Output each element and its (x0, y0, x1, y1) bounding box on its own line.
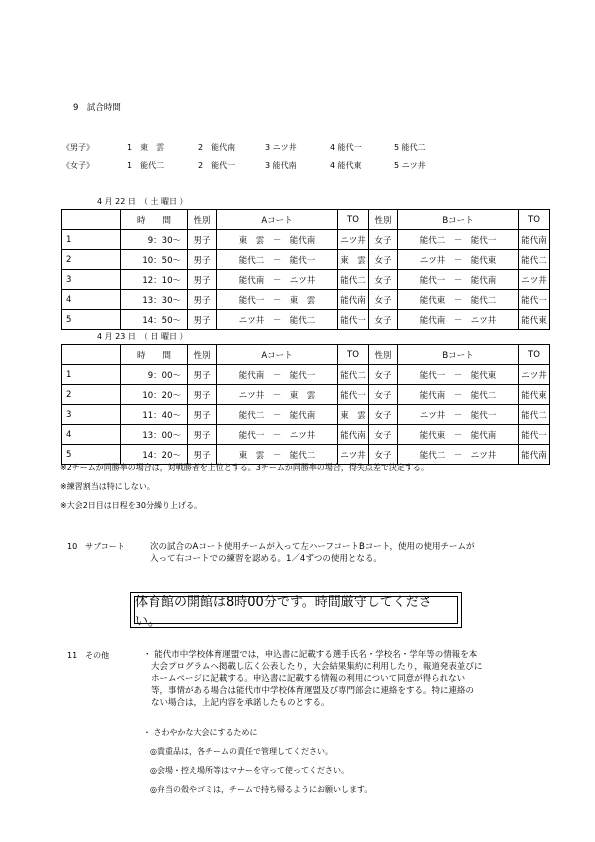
cell-match-no: 1 (62, 230, 121, 250)
cell-boys-gender: 男子 (188, 365, 217, 385)
item-trash: ◎弁当の殻やゴミは，チームで持ち帰るようにお願いします。 (150, 785, 373, 794)
header-match-no (62, 345, 121, 365)
cell-court-b-match: 能代二 － ニツ井 (398, 445, 519, 465)
header-boys-gender: 性別 (188, 210, 217, 230)
section10-line-2: 入って右コートでの練習を認める。1／4ずつの使用となる。 (150, 554, 382, 564)
cell-court-b-match: ニツ井 － 能代一 (398, 405, 519, 425)
header-court-a-match: Aコート (217, 210, 338, 230)
privacy-line-4: 等，事情がある場合は能代市中学校体育運盟及び専門部会に連絡をする。特に連絡の (151, 686, 475, 696)
section10-title: 10 サブコート (67, 542, 125, 551)
boys-team-5: 5 能代二 (394, 143, 426, 152)
cell-court-b-match: ニツ井 － 能代東 (398, 250, 519, 270)
item-manners: ◎会場・控え場所等はマナーを守って使ってください。 (150, 766, 349, 775)
cell-court-b-to: 能代南 (519, 445, 550, 465)
cell-court-b-to: 能代一 (519, 425, 550, 445)
header-court-a-match: Aコート (217, 345, 338, 365)
day2-date: 4 月 23 日 （ 日 曜日 ） (97, 332, 188, 341)
cell-court-a-match: 能代二 － 能代一 (217, 250, 338, 270)
cell-time: 10：20～ (121, 385, 188, 405)
cell-boys-gender: 男子 (188, 270, 217, 290)
section10-line-1: 次の試合のAコート使用チームが入って左ハーフコートBコート，使用の使用チームが (150, 542, 475, 552)
boys-team-4: 4 能代一 (330, 143, 362, 152)
opening-notice: 体育館の開館は8時00分です。時間厳守してください。 (134, 596, 458, 624)
cell-match-no: 2 (62, 385, 121, 405)
header-court-a-to: TO (338, 345, 369, 365)
cell-court-b-to: ニツ井 (519, 270, 550, 290)
cell-court-a-to: 東 雲 (338, 405, 369, 425)
privacy-line-3: ホームページに記載する。申込書に記載する情報の利用について同意が得られない (151, 674, 466, 684)
table-row (62, 250, 550, 270)
cell-time: 13：30～ (121, 290, 188, 310)
girls-team-1: 1 能代二 (127, 161, 165, 170)
cell-girls-gender: 女子 (369, 365, 398, 385)
cell-court-a-match: 能代一 － 東 雲 (217, 290, 338, 310)
schedule-table-day1 (61, 209, 550, 330)
privacy-paragraph (143, 649, 482, 709)
cell-court-a-to: ニツ井 (338, 445, 369, 465)
cell-boys-gender: 男子 (188, 445, 217, 465)
cell-match-no: 5 (62, 310, 121, 330)
girls-team-5: 5 ニツ井 (394, 161, 426, 170)
cell-time: 13：00～ (121, 425, 188, 445)
cell-time: 11：40～ (121, 405, 188, 425)
cell-court-a-match: 能代二 － 能代南 (217, 405, 338, 425)
cell-boys-gender: 男子 (188, 310, 217, 330)
cell-match-no: 5 (62, 445, 121, 465)
girls-team-3: 3 能代南 (265, 161, 297, 170)
cell-court-a-to: 能代南 (338, 290, 369, 310)
cell-match-no: 4 (62, 290, 121, 310)
header-girls-gender: 性別 (369, 210, 398, 230)
cell-court-a-to: 能代南 (338, 425, 369, 445)
cell-girls-gender: 女子 (369, 445, 398, 465)
cell-court-a-to: 東 雲 (338, 250, 369, 270)
opening-notice-box (130, 592, 462, 628)
cell-court-a-match: 東 雲 － 能代南 (217, 230, 338, 250)
cell-girls-gender: 女子 (369, 270, 398, 290)
header-match-no (62, 210, 121, 230)
cell-time: 14：50～ (121, 310, 188, 330)
fair-play-heading: ・ さわやかな大会にするために (143, 728, 258, 737)
table-row (62, 385, 550, 405)
girls-team-4: 4 能代東 (330, 161, 362, 170)
header-court-b-to: TO (519, 210, 550, 230)
boys-team-2: 2 能代南 (198, 143, 236, 152)
cell-match-no: 3 (62, 270, 121, 290)
cell-girls-gender: 女子 (369, 385, 398, 405)
boys-team-1: 1 東 雲 (127, 143, 165, 152)
cell-girls-gender: 女子 (369, 425, 398, 445)
cell-girls-gender: 女子 (369, 405, 398, 425)
cell-boys-gender: 男子 (188, 290, 217, 310)
cell-match-no: 4 (62, 425, 121, 445)
cell-court-b-to: 能代東 (519, 385, 550, 405)
privacy-line-1: ・ 能代市中学校体育運盟では，申込書に記載する選手氏名・学校名・学年等の情報を本 (143, 650, 478, 660)
header-girls-gender: 性別 (369, 345, 398, 365)
cell-time: 10：50～ (121, 250, 188, 270)
section11-title: 11 その他 (67, 651, 110, 660)
cell-boys-gender: 男子 (188, 230, 217, 250)
girls-team-2: 2 能代一 (198, 161, 236, 170)
header-court-b-match: Bコート (398, 345, 519, 365)
cell-court-a-to: 能代二 (338, 270, 369, 290)
cell-court-b-match: 能代一 － 能代南 (398, 270, 519, 290)
item-valuables: ◎貴重品は，各チームの責任で管理してください。 (150, 747, 333, 756)
cell-court-a-to: 能代一 (338, 385, 369, 405)
table-row (62, 365, 550, 385)
cell-court-a-match: ニツ井 － 東 雲 (217, 385, 338, 405)
cell-court-b-to: 能代一 (519, 290, 550, 310)
schedule-table-day2 (61, 344, 550, 465)
cell-court-b-match: 能代南 － 能代二 (398, 385, 519, 405)
table-header (62, 210, 550, 230)
cell-court-a-match: 能代一 － ニツ井 (217, 425, 338, 445)
section10-text (150, 541, 475, 565)
cell-time: 9：00～ (121, 365, 188, 385)
cell-court-a-match: 能代南 － 能代一 (217, 365, 338, 385)
cell-match-no: 3 (62, 405, 121, 425)
cell-girls-gender: 女子 (369, 250, 398, 270)
cell-court-b-to: 能代南 (519, 230, 550, 250)
cell-match-no: 1 (62, 365, 121, 385)
boys-label: 《男子》 (62, 143, 94, 152)
cell-time: 12：10～ (121, 270, 188, 290)
cell-court-b-to: 能代東 (519, 310, 550, 330)
day1-date: 4 月 22 日 （ 土 曜日 ） (97, 197, 188, 206)
cell-court-b-match: 能代一 － 能代東 (398, 365, 519, 385)
cell-girls-gender: 女子 (369, 310, 398, 330)
header-court-b-to: TO (519, 345, 550, 365)
cell-court-a-match: ニツ井 － 能代二 (217, 310, 338, 330)
cell-court-b-match: 能代東 － 能代南 (398, 425, 519, 445)
cell-court-a-to: 能代二 (338, 365, 369, 385)
table-row (62, 425, 550, 445)
cell-court-b-to: ニツ井 (519, 365, 550, 385)
privacy-line-2: 大会プログラムへ掲載し広く公表したり，大会結果集約に利用したり，報道発表並びに (151, 662, 483, 672)
cell-court-a-to: ニツ井 (338, 230, 369, 250)
privacy-line-5: ない場合は，上記内容を承諾したものとする。 (151, 698, 330, 708)
cell-boys-gender: 男子 (188, 385, 217, 405)
cell-match-no: 2 (62, 250, 121, 270)
cell-girls-gender: 女子 (369, 290, 398, 310)
cell-court-b-to: 能代二 (519, 250, 550, 270)
table-row (62, 290, 550, 310)
cell-court-a-to: 能代一 (338, 310, 369, 330)
table-row (62, 270, 550, 290)
cell-girls-gender: 女子 (369, 230, 398, 250)
cell-court-b-to: 能代二 (519, 405, 550, 425)
cell-court-a-match: 東 雲 － 能代二 (217, 445, 338, 465)
table-header (62, 345, 550, 365)
cell-court-b-match: 能代南 － ニツ井 (398, 310, 519, 330)
header-time: 時 間 (121, 210, 188, 230)
header-time: 時 間 (121, 345, 188, 365)
header-court-a-to: TO (338, 210, 369, 230)
cell-boys-gender: 男子 (188, 405, 217, 425)
boys-team-3: 3 ニツ井 (265, 143, 297, 152)
cell-time: 9：30～ (121, 230, 188, 250)
cell-time: 14：20～ (121, 445, 188, 465)
girls-label: 《女子》 (62, 161, 94, 170)
cell-boys-gender: 男子 (188, 250, 217, 270)
cell-boys-gender: 男子 (188, 425, 217, 445)
note-tiebreak: ※2チームが同勝率の場合は，対戦勝者を上位とする。3チームが同勝率の場合，得失点差で決定する。 (60, 463, 429, 472)
note-day2: ※大会2日目は日程を30分繰り上げる。 (60, 501, 202, 510)
note-practice: ※練習割当は特にしない。 (60, 482, 155, 491)
header-court-b-match: Bコート (398, 210, 519, 230)
table-row (62, 310, 550, 330)
cell-court-b-match: 能代二 － 能代一 (398, 230, 519, 250)
table-row (62, 405, 550, 425)
cell-court-b-match: 能代東 － 能代二 (398, 290, 519, 310)
cell-court-a-match: 能代南 － ニツ井 (217, 270, 338, 290)
table-row (62, 230, 550, 250)
header-boys-gender: 性別 (188, 345, 217, 365)
section9-title: 9 試合時間 (73, 103, 121, 113)
